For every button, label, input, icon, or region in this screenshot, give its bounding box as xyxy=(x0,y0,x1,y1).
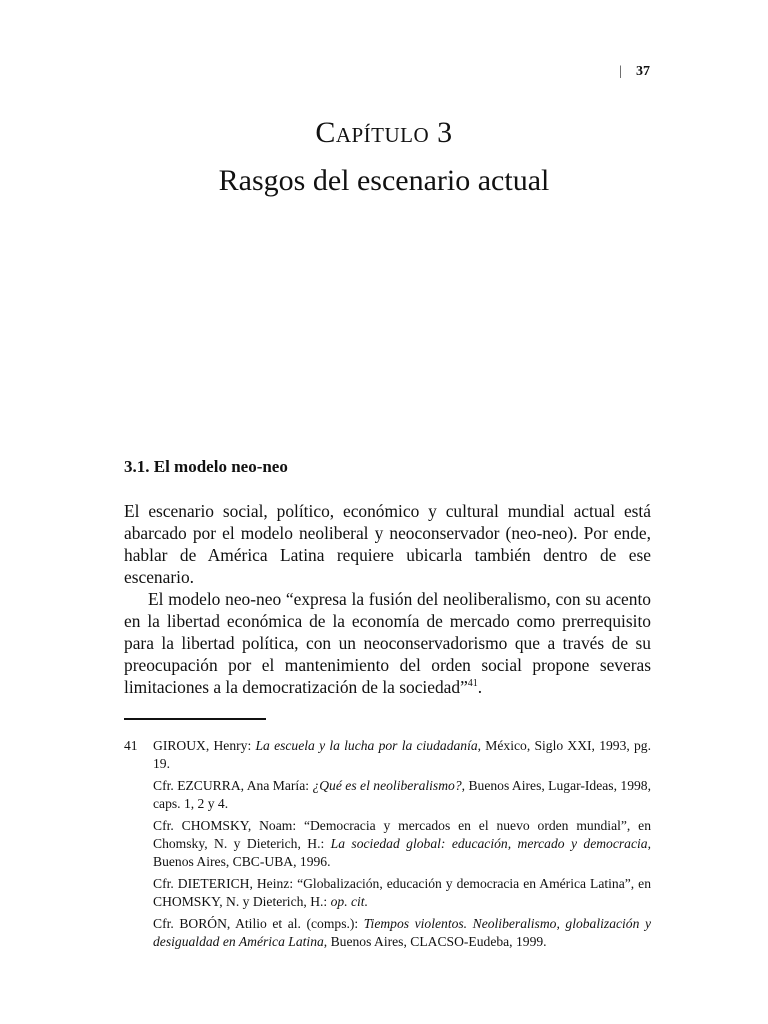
section-content xyxy=(124,456,651,698)
footnote-entry-text: , Buenos Aires, CLACSO-Eudeba, 1999. xyxy=(323,934,547,949)
footnote-entry-title: ¿Qué es el neoliberalismo? xyxy=(312,778,462,793)
footnote-entry-text: Cfr. EZCURRA, Ana María: xyxy=(153,778,313,793)
footnote-entry xyxy=(153,915,651,951)
footnote-entry-text: GIROUX, Henry: xyxy=(153,738,256,753)
footnote-entry xyxy=(153,737,651,773)
paragraph-2 xyxy=(124,588,651,698)
footnote-entry-title: op. cit. xyxy=(330,894,368,909)
paragraph-2-text: El modelo neo-neo “expresa la fusión del neoliberalismo, con su acento en la libertad económica de la economía de mercado como prerrequisito para la libertad política, con un neoconservadorismo que a través de su preocupación por el mantenimiento del orden social propone severas limitaciones a la democratización de la sociedad” xyxy=(124,589,651,697)
footnote-entry-text: Cfr. CHOMSKY, Noam: “Democracia y mercados en el nuevo orden mundial”, en Chomsky, N. y Dieterich, H.: xyxy=(153,818,651,851)
footnote-entry-list xyxy=(153,737,651,955)
section-heading: 3.1. El modelo neo-neo xyxy=(124,457,288,476)
footnote-rule xyxy=(124,718,266,720)
chapter-title: Rasgos del escenario actual xyxy=(218,164,550,197)
footnote-entry-title: La escuela y la lucha por la ciudadanía xyxy=(255,738,478,753)
chapter-heading xyxy=(0,116,768,198)
page-header xyxy=(619,64,650,80)
footnote-entry xyxy=(153,777,651,813)
paragraph-1: El escenario social, político, económico y cultural mundial actual está abarcado por el modelo neoliberal y neoconservador (neo-neo). Por ende, hablar de América Latina requiere ubicarla también dentro de ese escenario. xyxy=(124,501,651,587)
paragraph-2-end: . xyxy=(477,677,483,697)
page-number: 37 xyxy=(636,64,650,79)
footnotes xyxy=(124,737,651,955)
footnote-entry xyxy=(153,817,651,871)
footnote-entry-text: , Buenos Aires, Lugar-Ideas, 1998, caps. 1, 2 y 4. xyxy=(153,778,651,811)
footnote-41 xyxy=(124,737,651,955)
footnote-entry-title: Tiempos violentos. Neoliberalismo, globalización y desigualdad en América Latina xyxy=(153,916,651,949)
header-separator: | xyxy=(619,64,622,79)
footnote-number: 41 xyxy=(124,738,138,753)
footnote-reference[interactable]: 41 xyxy=(467,678,478,690)
footnote-entry-title: La sociedad global: educación, mercado y democracia xyxy=(330,836,648,851)
footnote-entry-text: , Buenos Aires, CBC-UBA, 1996. xyxy=(153,836,651,869)
footnote-entry-text: Cfr. BORÓN, Atilio et al. (comps.): xyxy=(153,916,364,931)
footnote-entry-text: Cfr. DIETERICH, Heinz: “Globalización, educación y democracia en América Latina”, en CHOMSKY, N. y Dieterich, H.: xyxy=(153,876,651,909)
footnote-entry xyxy=(153,875,651,911)
chapter-label: Capítulo 3 xyxy=(315,116,453,149)
footnote-entry-text: , México, Siglo XXI, 1993, pg. 19. xyxy=(153,738,651,771)
